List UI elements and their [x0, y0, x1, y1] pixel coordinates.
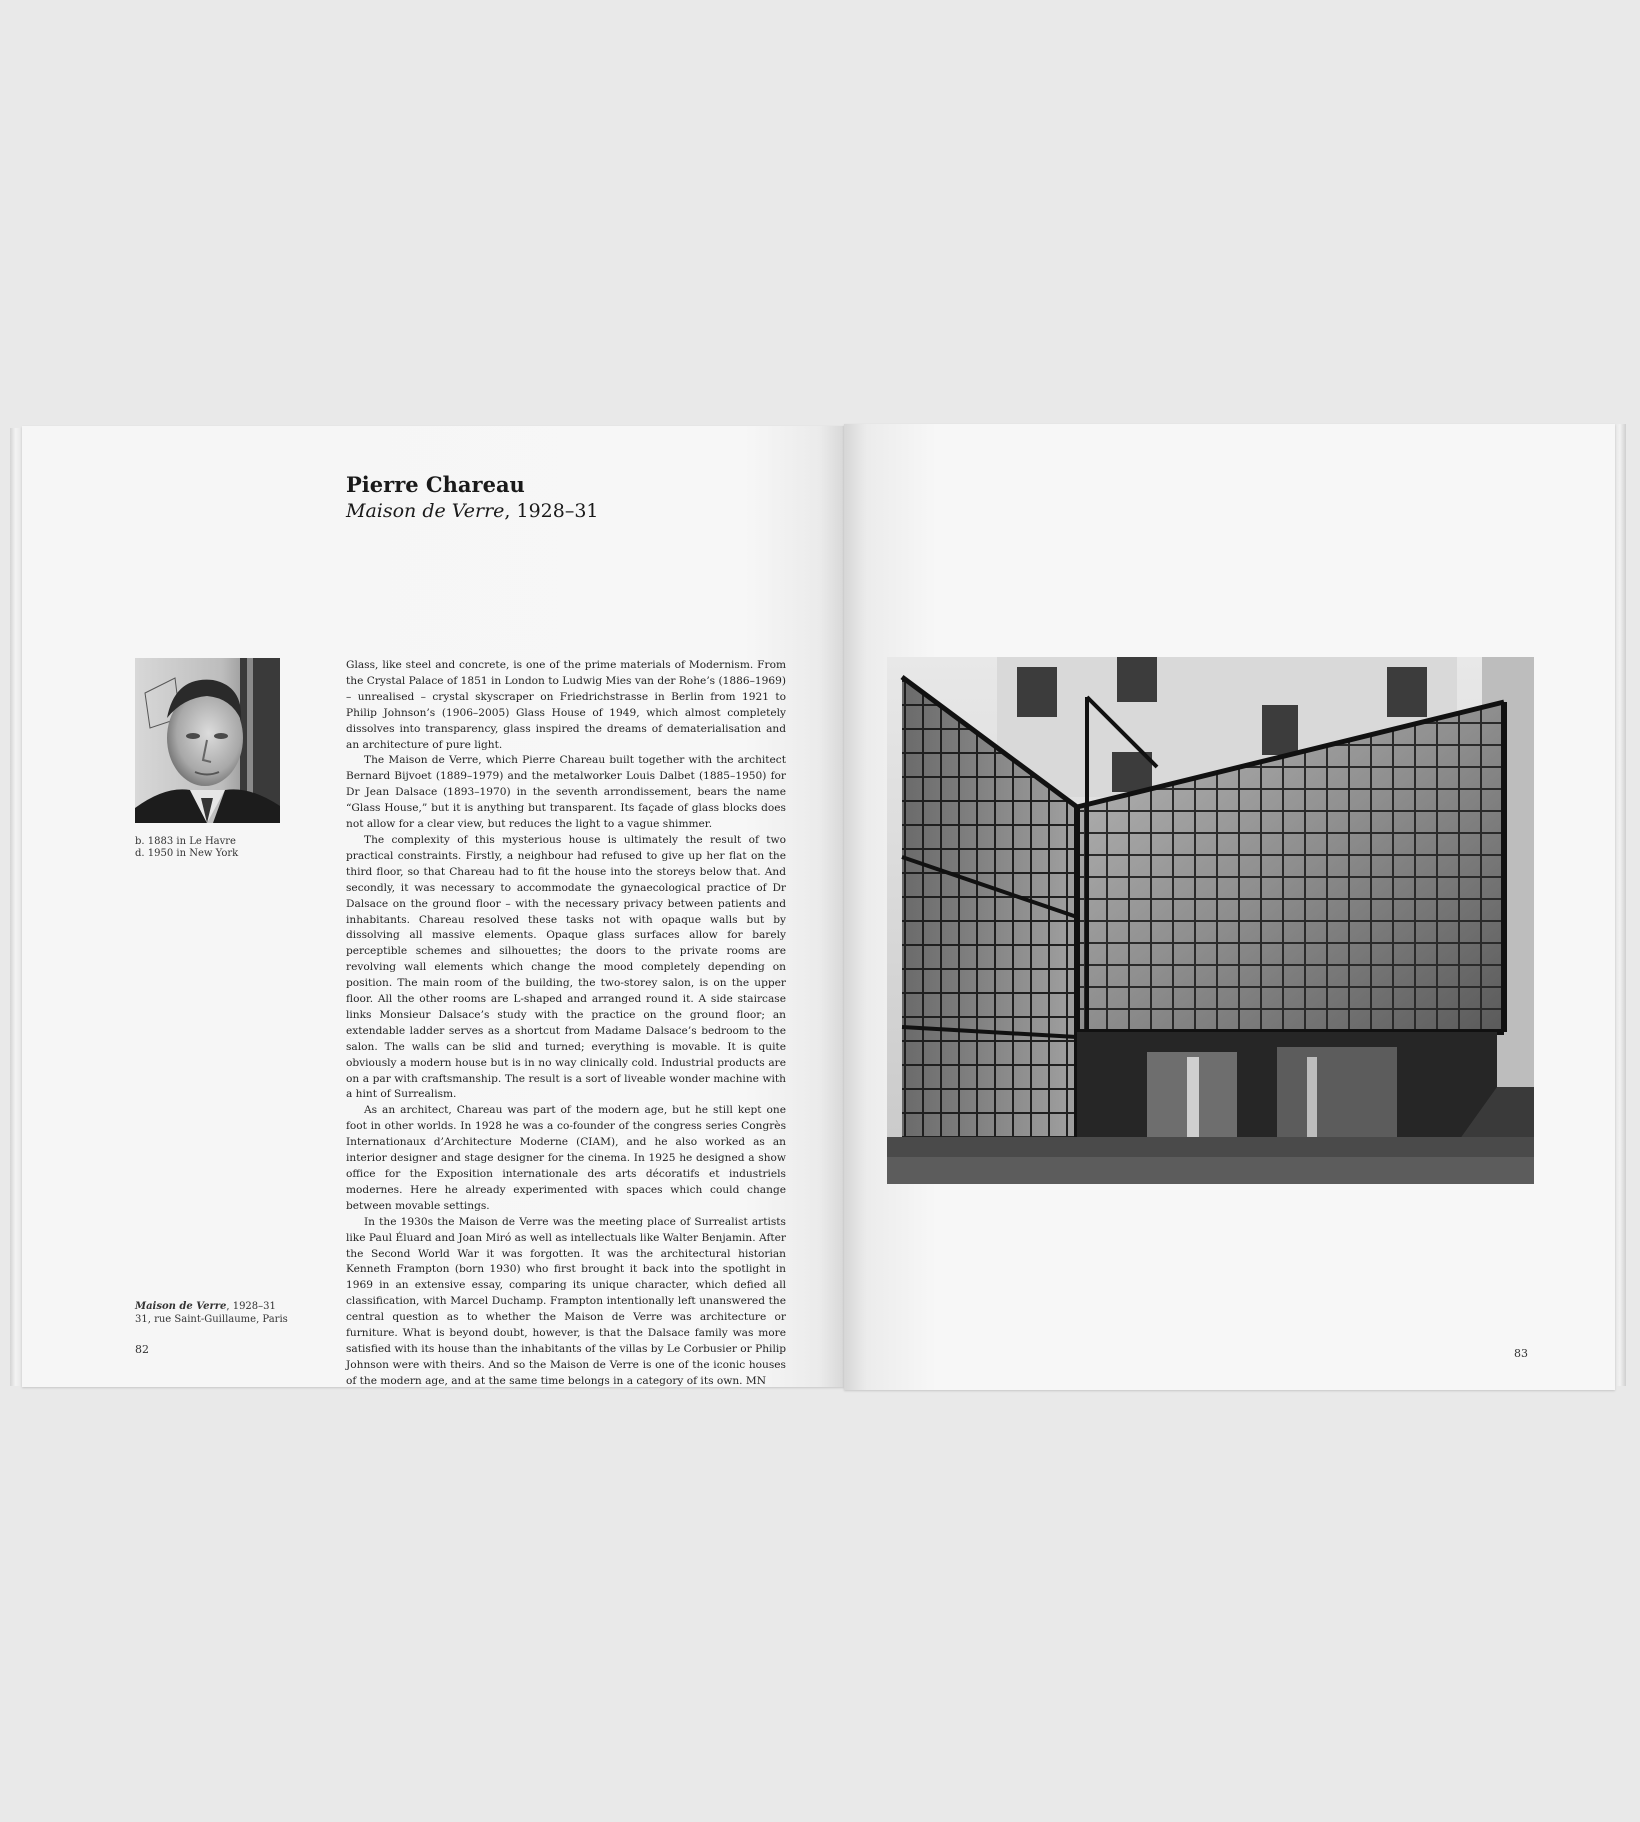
- architect-portrait: [135, 658, 280, 823]
- photo-caption: [135, 1300, 288, 1326]
- birth-caption: b. 1883 in Le Havre: [135, 836, 236, 847]
- body-paragraph: Glass, like steel and concrete, is one of the prime materials of Modernism. From the Crystal Palace of 1851 in London to Ludwig Mies van der Rohe’s (1886–1969) – unrealised – crystal skyscraper on Friedrichstrasse in Berlin from 1921 to Philip Johnson’s (1906–2005) Glass House of 1949, which almost completely dissolves into transparency, glass inspired the dreams of dematerialisation and an architecture of pure light.: [346, 659, 786, 751]
- photo-caption-title-line: [135, 1300, 288, 1313]
- photo-caption-title: Maison de Verre: [135, 1301, 227, 1312]
- open-book: [10, 424, 1626, 1389]
- page-number-left: 82: [135, 1343, 149, 1356]
- portrait-image: [135, 658, 280, 823]
- body-paragraph: The complexity of this mysterious house is ultimately the result of two practical constraints. Firstly, a neighbour had refused to give up her flat on the third floor, so that Chareau had to fit the house into the storeys below that. And secondly, it was necessary to accommodate the gynaecological practice of Dr Dalsace on the ground floor – with the necessary privacy between patients and inhabitants. Chareau resolved these tasks not with opaque walls but by dissolving all massive elements. Opaque glass surfaces allow for barely perceptible schemes and silhouettes; the doors to the private rooms are revolving wall elements which change the mood completely depending on position. The main room of the building, the two-storey salon, is on the upper floor. All the other rooms are L-shaped and arranged round it. A side staircase links Monsieur Dalsace’s study with the practice on the ground floor; an extendable ladder serves as a shortcut from Madame Dalsace’s bedroom to the salon. The walls can be slid and turned; everything is movable. It is quite obviously a modern house but is in no way clinically cold. Industrial products are on a par with craftsmanship. The result is a sort of liveable wonder machine with a hint of Surrealism.: [346, 833, 786, 1101]
- photo-caption-address: 31, rue Saint-Guillaume, Paris: [135, 1314, 288, 1325]
- article-heading: [346, 472, 599, 524]
- article-body: [346, 658, 786, 1390]
- building-photo-image: [887, 657, 1534, 1184]
- body-paragraph: The Maison de Verre, which Pierre Chareau built together with the architect Bernard Bijvoet (1889–1979) and the metalworker Louis Dalbet (1885–1950) for Dr Jean Dalsace (1893–1970) in the seventh arrondissement, bears the name “Glass House,” but it is anything but transparent. Its façade of glass blocks does not allow for a clear view, but reduces the light to a vague shimmer.: [346, 754, 786, 831]
- death-caption: d. 1950 in New York: [135, 848, 239, 859]
- maison-de-verre-photo: [887, 657, 1534, 1184]
- portrait-caption: [135, 836, 238, 860]
- left-page: [22, 426, 844, 1387]
- photo-caption-year: , 1928–31: [226, 1301, 276, 1312]
- body-paragraph: In the 1930s the Maison de Verre was the meeting place of Surrealist artists like Paul Éluard and Joan Miró as well as intellectuals like Walter Benjamin. After the Second World War it was forgotten. It was the architectural historian Kenneth Frampton (born 1930) who first brought it back into the spotlight in 1969 in an extensive essay, comparing its unique character, which defied all classification, with Marcel Duchamp. Frampton intentionally left unanswered the central question as to whether the Maison de Verre was architecture or furniture. What is beyond doubt, however, is that the Dalsace family was more satisfied with its house than the inhabitants of the villas by Le Corbusier or Philip Johnson were with theirs. And so the Maison de Verre is one of the iconic houses of the modern age, and at the same time belongs in a category of its own. MN: [346, 1215, 786, 1387]
- architect-name: Pierre Chareau: [346, 472, 525, 497]
- page-number-right: 83: [1514, 1347, 1528, 1360]
- book-edge-right: [1614, 424, 1626, 1386]
- right-page: [844, 424, 1615, 1390]
- body-paragraph: As an architect, Chareau was part of the modern age, but he still kept one foot in other worlds. In 1928 he was a co-founder of the congress series Congrès Internationaux d’Architecture Moderne (CIAM), and he also worked as an interior designer and stage designer for the cinema. In 1925 he designed a show office for the Exposition internationale des arts décoratifs et industriels modernes. Here he already experimented with spaces which could change between movable settings.: [346, 1104, 786, 1212]
- work-title: [346, 498, 599, 524]
- work-title-italic: Maison de Verre: [346, 500, 505, 522]
- work-year: , 1928–31: [504, 500, 599, 522]
